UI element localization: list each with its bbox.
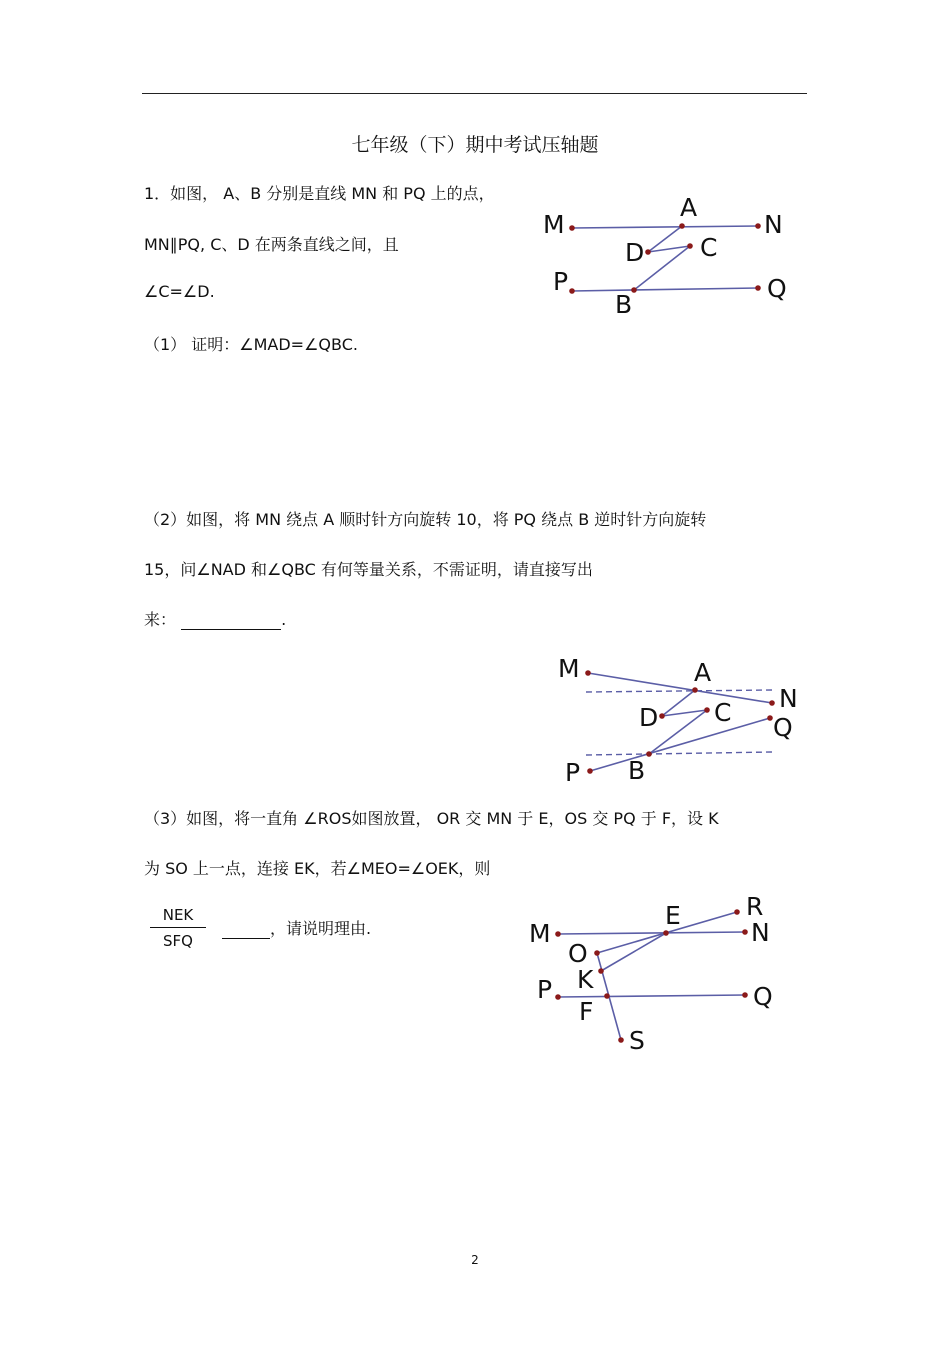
label-C: C xyxy=(700,233,718,262)
label-K: K xyxy=(577,965,594,994)
q1-part3-line1: （3）如图，将一直角 ∠ROS如图放置， OR 交 MN 于 E，OS 交 PQ 于 F，设 K xyxy=(144,809,719,828)
q1-part2-line2: 15，问∠NAD 和∠QBC 有何等量关系，不需证明，请直接写出 xyxy=(144,560,593,579)
q1-line3: ∠C=∠D. xyxy=(144,282,215,301)
label-B: B xyxy=(628,756,646,785)
label-B: B xyxy=(615,290,633,319)
point-D xyxy=(659,713,665,719)
point-M xyxy=(555,931,561,937)
ratio-fraction xyxy=(150,906,206,950)
point-R xyxy=(734,909,740,915)
part3-tail-text: ，请说明理由. xyxy=(270,919,372,938)
label-P: P xyxy=(565,758,581,787)
line-PQ xyxy=(572,288,758,291)
label-A: A xyxy=(694,658,712,687)
answer-blank[interactable] xyxy=(181,613,281,630)
point-O xyxy=(594,950,600,956)
page-title: 七年级（下）期中考试压轴题 xyxy=(351,134,599,156)
line-MN xyxy=(558,932,745,934)
label-D: D xyxy=(625,238,645,267)
line-MN xyxy=(572,226,758,228)
point-M xyxy=(585,670,591,676)
dashed-PQ-original xyxy=(586,752,772,755)
point-N xyxy=(769,700,775,706)
point-N xyxy=(755,223,761,229)
rotated-line-MN xyxy=(588,673,772,703)
label-S: S xyxy=(629,1026,645,1055)
label-O: O xyxy=(568,939,588,968)
point-C xyxy=(687,243,693,249)
point-E xyxy=(663,930,669,936)
point-M xyxy=(569,225,575,231)
label-P: P xyxy=(553,267,569,296)
fraction-denominator: SFQ xyxy=(163,932,193,950)
point-K xyxy=(598,968,604,974)
page-number: 2 xyxy=(471,1253,479,1267)
point-N xyxy=(742,929,748,935)
figure-3 xyxy=(525,890,805,1060)
point-A xyxy=(679,223,685,229)
label-Q: Q xyxy=(773,713,793,742)
label-N: N xyxy=(764,210,783,239)
label-C: C xyxy=(714,698,732,727)
point-S xyxy=(618,1037,624,1043)
rotated-line-PQ xyxy=(590,718,770,771)
figure-1 xyxy=(530,185,800,325)
q1-line1: 1．如图， A、B 分别是直线 MN 和 PQ 上的点， xyxy=(144,184,495,203)
part3-tail xyxy=(222,916,371,939)
part2-end: . xyxy=(281,610,287,629)
label-F: F xyxy=(579,997,594,1026)
label-N: N xyxy=(779,684,798,713)
fraction-numerator: NEK xyxy=(150,906,206,928)
q1-part2-line3 xyxy=(144,607,286,630)
ratio-blank[interactable] xyxy=(222,922,270,939)
label-P: P xyxy=(537,975,553,1004)
q1-part2-line1: （2）如图，将 MN 绕点 A 顺时针方向旋转 10，将 PQ 绕点 B 逆时针方向旋转 xyxy=(144,510,707,529)
label-Q: Q xyxy=(767,274,787,303)
q1-line2: MN∥PQ, C、D 在两条直线之间，且 xyxy=(144,235,399,254)
part2-prefix: 来： xyxy=(144,610,177,629)
label-E: E xyxy=(665,901,681,930)
q1-part3-line2: 为 SO 上一点，连接 EK，若∠MEO=∠OEK，则 xyxy=(144,859,491,878)
header-rule xyxy=(142,93,807,94)
point-Q xyxy=(767,715,773,721)
figure-2 xyxy=(550,650,810,790)
point-B xyxy=(646,751,652,757)
label-M: M xyxy=(558,654,580,683)
label-Q: Q xyxy=(753,982,773,1011)
point-Q xyxy=(755,285,761,291)
point-P xyxy=(555,994,561,1000)
point-A xyxy=(692,687,698,693)
dashed-MN-original xyxy=(586,690,772,692)
q1-part1: （1） 证明：∠MAD=∠QBC. xyxy=(144,335,358,354)
label-M: M xyxy=(529,919,551,948)
label-M: M xyxy=(543,210,565,239)
point-Q xyxy=(742,992,748,998)
seg-EK xyxy=(601,933,666,971)
label-A: A xyxy=(680,193,698,222)
point-P xyxy=(569,288,575,294)
point-C xyxy=(704,707,710,713)
label-N: N xyxy=(751,918,770,947)
point-F xyxy=(604,993,610,999)
label-R: R xyxy=(746,892,764,921)
point-D xyxy=(645,249,651,255)
label-D: D xyxy=(639,703,659,732)
point-P xyxy=(587,768,593,774)
